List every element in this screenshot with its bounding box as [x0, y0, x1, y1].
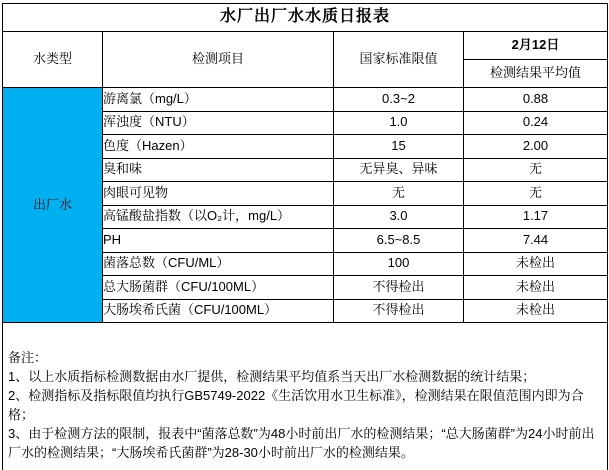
- note-line-2: 2、检测指标及指标限值均执行GB5749-2022《生活饮用水卫生标准》，检测结果在限值范围内即为合格；: [8, 388, 584, 422]
- row-limit: 100: [334, 252, 464, 276]
- row-limit: 无: [334, 182, 464, 206]
- table-row: [3, 88, 608, 112]
- row-item: 高锰酸盐指数（以O₂计，mg/L）: [103, 205, 334, 229]
- row-result: 1.17: [464, 205, 608, 229]
- col-header-water-type: 水类型: [3, 32, 103, 88]
- row-result: 未检出: [464, 299, 608, 323]
- col-header-date: 2月12日: [464, 32, 608, 60]
- row-result: 0.24: [464, 111, 608, 135]
- row-item: 臭和味: [103, 158, 334, 182]
- row-item: 色度（Hazen）: [103, 135, 334, 159]
- row-result: 无: [464, 158, 608, 182]
- row-limit: 不得检出: [334, 299, 464, 323]
- row-limit: 3.0: [334, 205, 464, 229]
- header-row-top: [3, 32, 608, 60]
- col-header-test-item: 检测项目: [103, 32, 334, 88]
- row-item: 大肠埃希氏菌（CFU/100ML）: [103, 299, 334, 323]
- row-item: 浑浊度（NTU）: [103, 111, 334, 135]
- note-line-1: 1、以上水质指标检测数据由水厂提供，检测结果平均值系当天出厂水检测数据的统计结果；: [8, 369, 536, 384]
- row-limit: 15: [334, 135, 464, 159]
- row-result: 2.00: [464, 135, 608, 159]
- note-line-3: 3、由于检测方法的限制，报表中“菌落总数”为48小时前出厂水的检测结果；“总大肠菌群”为24小时前出厂水的检测结果；“大肠埃希氏菌群”为28-30小时前出厂水的检测结果。: [8, 426, 595, 460]
- row-limit: 6.5~8.5: [334, 229, 464, 253]
- row-result: 无: [464, 182, 608, 206]
- row-limit: 不得检出: [334, 276, 464, 300]
- row-limit: 1.0: [334, 111, 464, 135]
- notes-row: [3, 323, 608, 470]
- notes-label: 备注：: [8, 350, 48, 365]
- water-quality-report-table: [2, 3, 608, 470]
- row-result: 0.88: [464, 88, 608, 112]
- row-item: 游离氯（mg/L）: [103, 88, 334, 112]
- notes-cell: [3, 323, 608, 470]
- col-header-national-limit: 国家标准限值: [334, 32, 464, 88]
- row-item: PH: [103, 229, 334, 253]
- row-result: 未检出: [464, 276, 608, 300]
- row-item: 菌落总数（CFU/ML）: [103, 252, 334, 276]
- row-limit: 无异臭、异味: [334, 158, 464, 182]
- row-limit: 0.3~2: [334, 88, 464, 112]
- row-item: 总大肠菌群（CFU/100ML）: [103, 276, 334, 300]
- col-header-result-avg: 检测结果平均值: [464, 60, 608, 88]
- title-row: [3, 4, 608, 32]
- water-type-cell: 出厂水: [3, 88, 103, 323]
- row-item: 肉眼可见物: [103, 182, 334, 206]
- row-result: 未检出: [464, 252, 608, 276]
- report-title: 水厂出厂水水质日报表: [3, 4, 608, 32]
- row-result: 7.44: [464, 229, 608, 253]
